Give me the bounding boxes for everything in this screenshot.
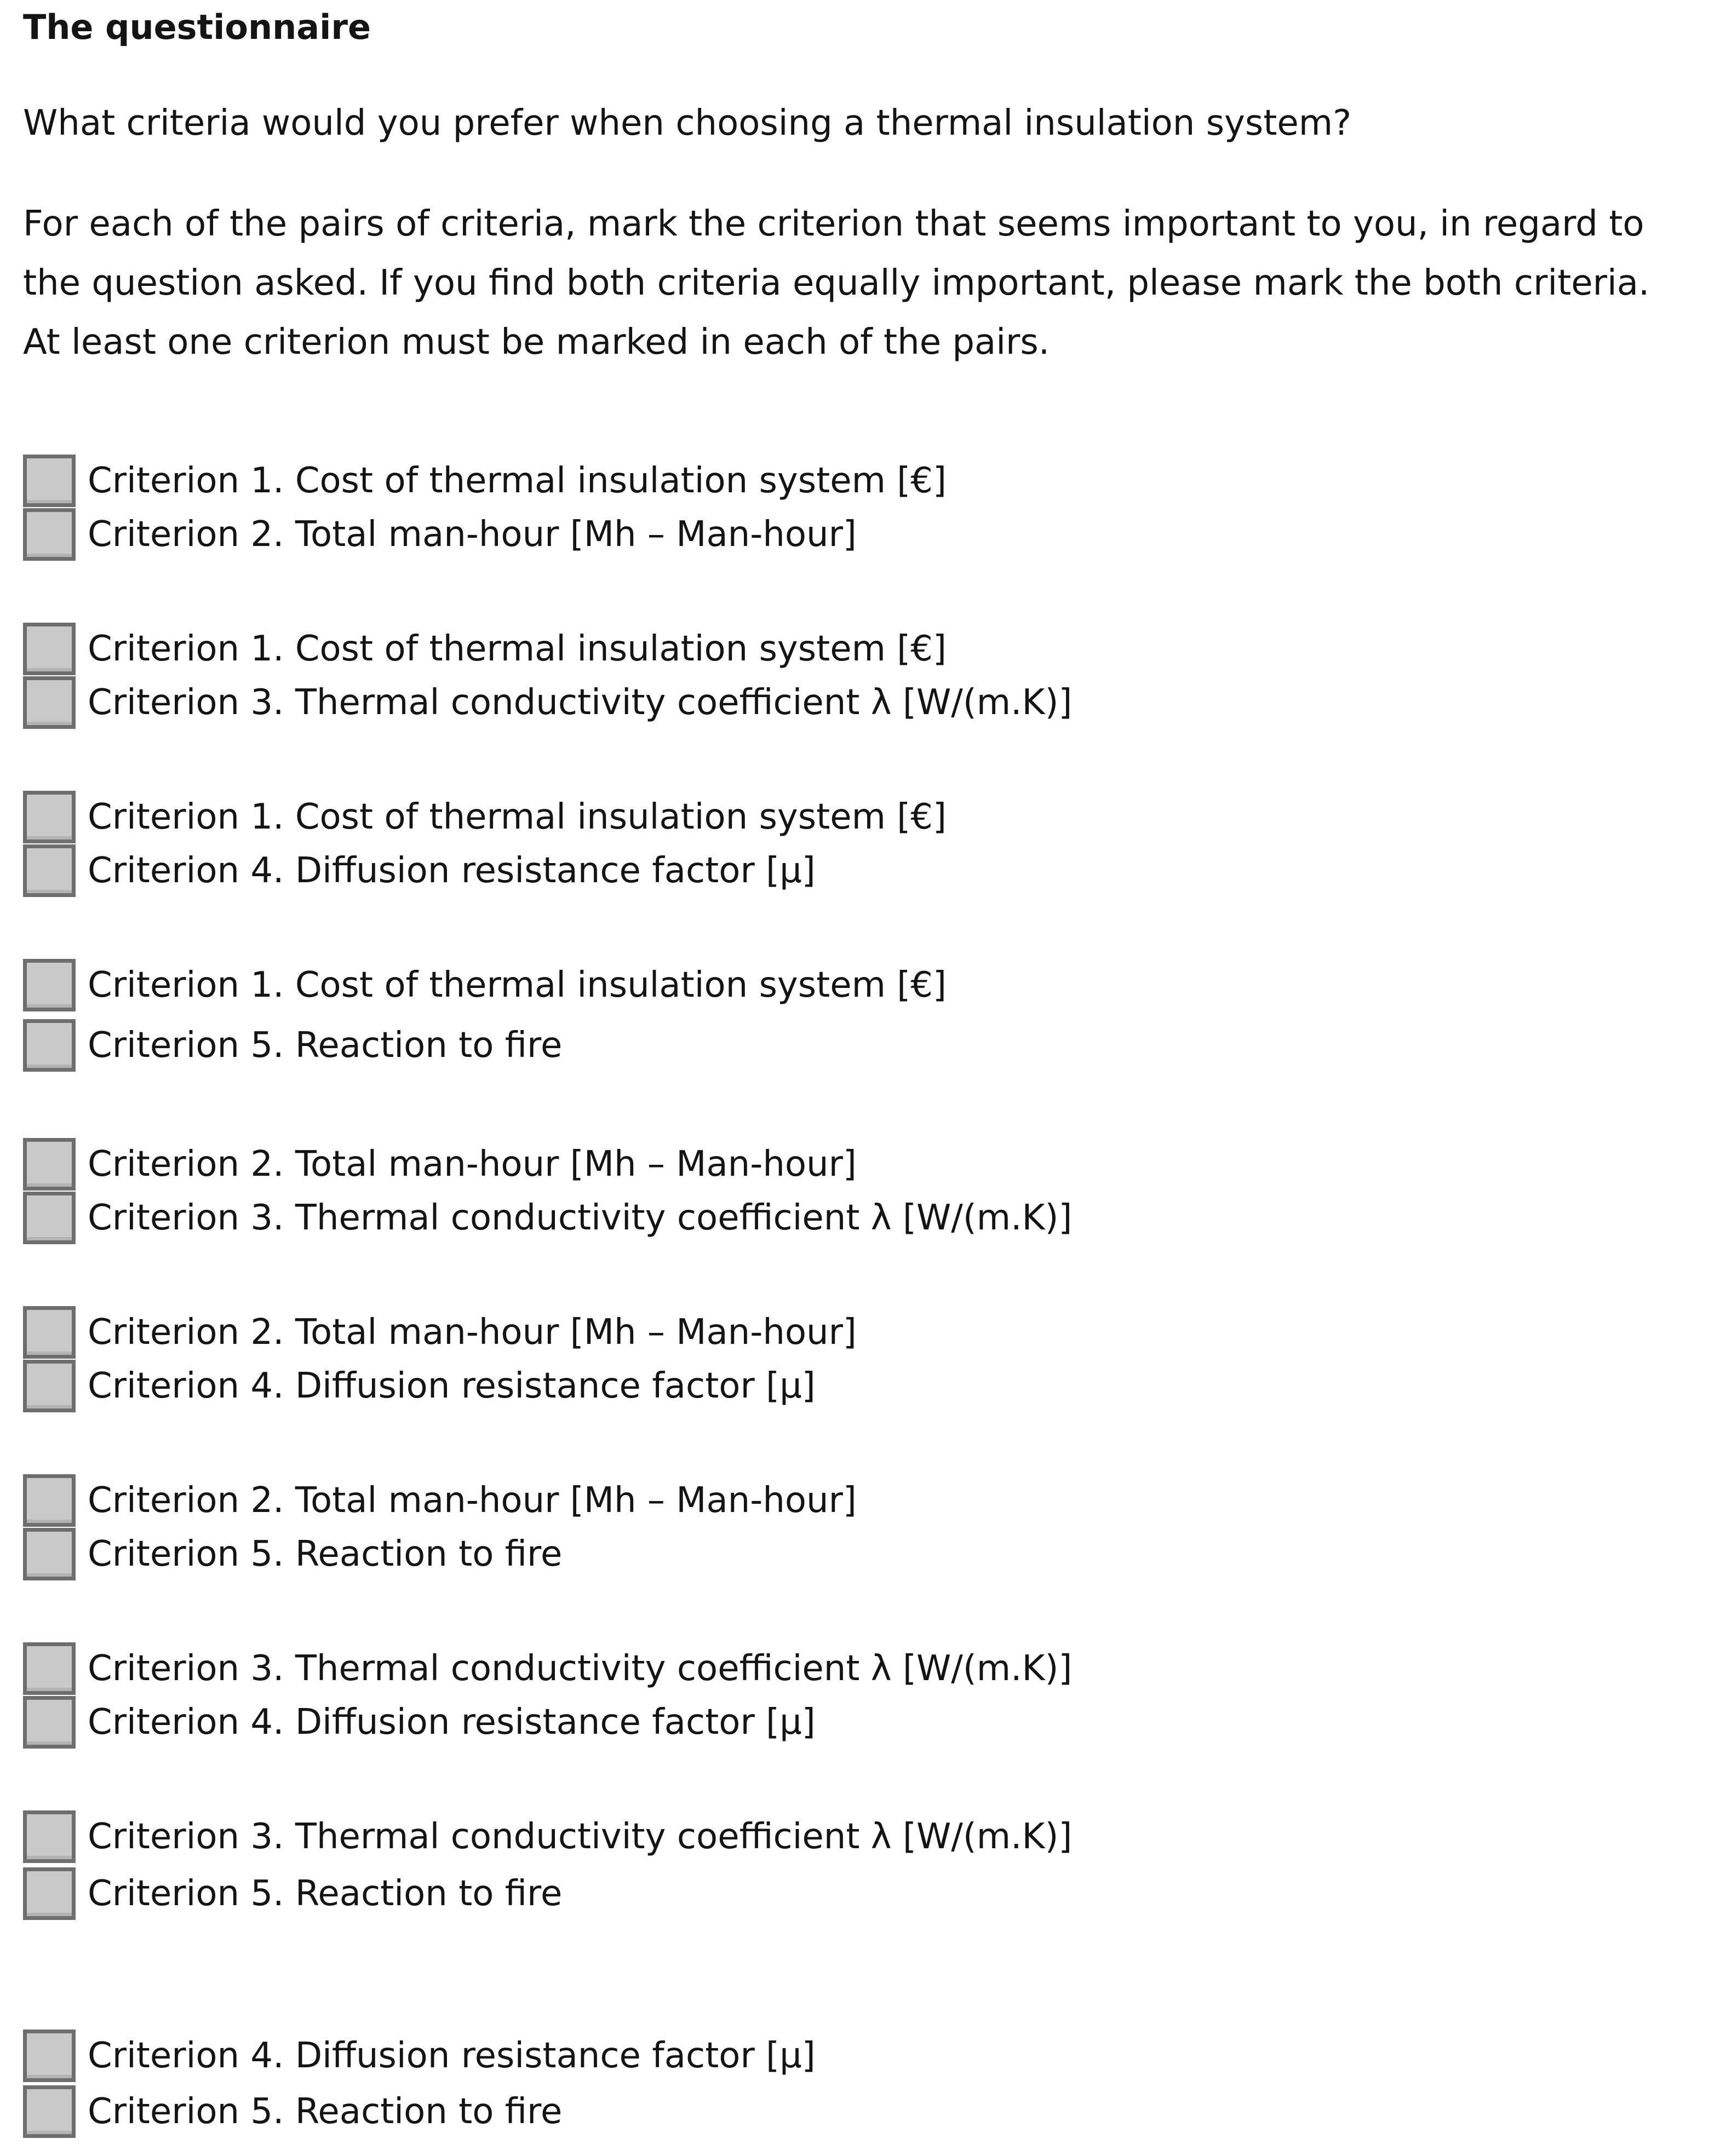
pair-option[interactable]	[23, 1138, 857, 1191]
pair-option[interactable]	[23, 2085, 562, 2138]
criterion-checkbox[interactable]	[23, 676, 76, 729]
pair-option[interactable]	[23, 1696, 816, 1749]
criterion-checkbox[interactable]	[23, 455, 76, 507]
criterion-checkbox[interactable]	[23, 1019, 76, 1072]
criterion-checkbox[interactable]	[23, 791, 76, 843]
pair-option[interactable]	[23, 1019, 562, 1072]
pair-option[interactable]	[23, 959, 947, 1011]
criterion-label: Criterion 1. Cost of thermal insulation system [€]	[88, 629, 947, 669]
pair-option[interactable]	[23, 508, 857, 561]
page-title: The questionnaire	[23, 7, 371, 47]
criterion-checkbox[interactable]	[23, 1192, 76, 1244]
pair-option[interactable]	[23, 1642, 1072, 1695]
criterion-label: Criterion 4. Diffusion resistance factor [μ]	[88, 1702, 816, 1743]
criterion-label: Criterion 1. Cost of thermal insulation system [€]	[88, 461, 947, 501]
criterion-label: Criterion 4. Diffusion resistance factor [μ]	[88, 1366, 816, 1406]
criterion-checkbox[interactable]	[23, 508, 76, 561]
criterion-checkbox[interactable]	[23, 1696, 76, 1749]
criterion-checkbox[interactable]	[23, 1528, 76, 1580]
instruction-line: At least one criterion must be marked in each of the pairs.	[23, 322, 1050, 363]
criterion-label: Criterion 2. Total man-hour [Mh – Man-hour]	[88, 1312, 857, 1353]
criterion-checkbox[interactable]	[23, 2085, 76, 2138]
criterion-label: Criterion 4. Diffusion resistance factor [μ]	[88, 2036, 816, 2076]
criterion-label: Criterion 5. Reaction to fire	[88, 2091, 563, 2132]
criterion-checkbox[interactable]	[23, 1867, 76, 1920]
criterion-label: Criterion 3. Thermal conductivity coefficient λ [W/(m.K)]	[88, 682, 1073, 723]
pair-option[interactable]	[23, 844, 816, 897]
criterion-label: Criterion 5. Reaction to fire	[88, 1025, 563, 1066]
criterion-checkbox[interactable]	[23, 844, 76, 897]
criterion-checkbox[interactable]	[23, 1810, 76, 1863]
pair-option[interactable]	[23, 623, 947, 675]
pair-option[interactable]	[23, 676, 1072, 729]
criterion-label: Criterion 5. Reaction to fire	[88, 1534, 563, 1574]
pair-option[interactable]	[23, 2029, 816, 2082]
criterion-label: Criterion 1. Cost of thermal insulation system [€]	[88, 965, 947, 1005]
instruction-line: the question asked. If you find both criteria equally important, please mark the both criteria.	[23, 263, 1650, 303]
pair-option[interactable]	[23, 1810, 1072, 1863]
criterion-label: Criterion 2. Total man-hour [Mh – Man-hour]	[88, 1480, 857, 1521]
criterion-label: Criterion 2. Total man-hour [Mh – Man-hour]	[88, 1144, 857, 1185]
pair-option[interactable]	[23, 1528, 562, 1580]
pair-option[interactable]	[23, 1474, 857, 1527]
criterion-label: Criterion 3. Thermal conductivity coefficient λ [W/(m.K)]	[88, 1198, 1073, 1238]
criterion-checkbox[interactable]	[23, 959, 76, 1011]
criterion-checkbox[interactable]	[23, 1360, 76, 1412]
criterion-checkbox[interactable]	[23, 2029, 76, 2082]
pair-option[interactable]	[23, 1306, 857, 1359]
criterion-label: Criterion 3. Thermal conductivity coefficient λ [W/(m.K)]	[88, 1816, 1073, 1857]
criterion-checkbox[interactable]	[23, 623, 76, 675]
instructions	[23, 194, 1699, 372]
criterion-label: Criterion 3. Thermal conductivity coefficient λ [W/(m.K)]	[88, 1648, 1073, 1689]
criterion-checkbox[interactable]	[23, 1642, 76, 1695]
instruction-line: For each of the pairs of criteria, mark the criterion that seems important to you, in regard to	[23, 204, 1644, 244]
criterion-checkbox[interactable]	[23, 1306, 76, 1359]
pair-option[interactable]	[23, 1192, 1072, 1244]
pair-option[interactable]	[23, 455, 947, 507]
criterion-checkbox[interactable]	[23, 1138, 76, 1191]
pair-option[interactable]	[23, 791, 947, 843]
question-text: What criteria would you prefer when choosing a thermal insulation system?	[23, 103, 1352, 143]
pair-option[interactable]	[23, 1360, 816, 1412]
criterion-label: Criterion 2. Total man-hour [Mh – Man-hour]	[88, 514, 857, 555]
criterion-label: Criterion 1. Cost of thermal insulation system [€]	[88, 797, 947, 837]
criterion-label: Criterion 4. Diffusion resistance factor [μ]	[88, 850, 816, 891]
criterion-label: Criterion 5. Reaction to fire	[88, 1873, 563, 1914]
pair-option[interactable]	[23, 1867, 562, 1920]
criterion-checkbox[interactable]	[23, 1474, 76, 1527]
